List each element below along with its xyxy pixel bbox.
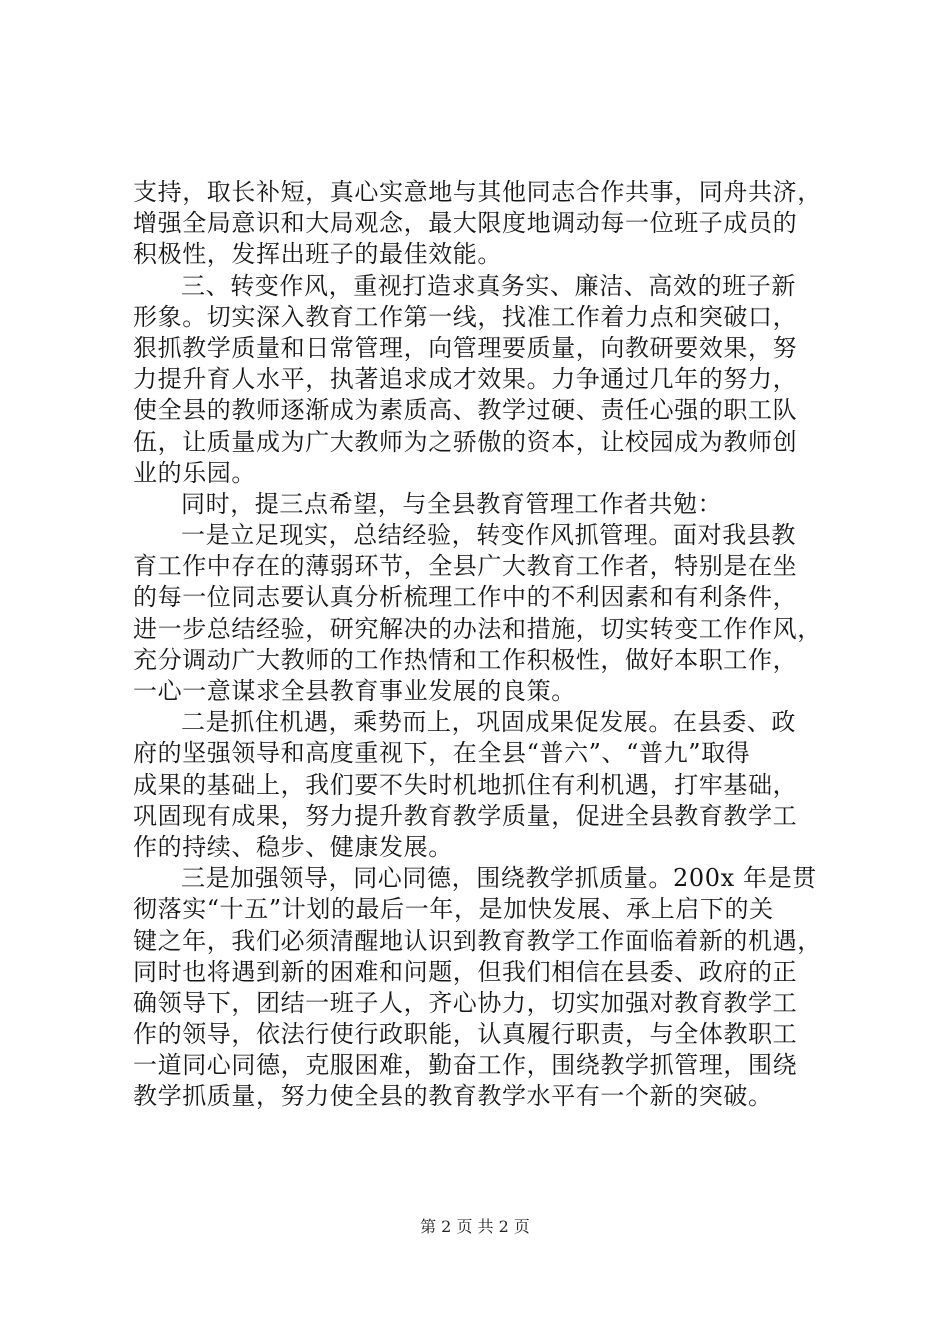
- text-line: 作的领导，依法行使行政职能，认真履行职责，与全体教职工: [133, 1020, 798, 1049]
- text-line: 教学抓质量，努力使全县的教育教学水平有一个新的突破。: [133, 1082, 773, 1111]
- document-body: [133, 177, 833, 1113]
- text-line: 二是抓住机遇，乘势而上，巩固成果促发展。在县委、政: [181, 708, 796, 737]
- text-line: 进一步总结经验，研究解决的办法和措施，切实转变工作作风，: [133, 614, 822, 643]
- text-line: 确领导下，团结一班子人，齐心协力，切实加强对教育教学工: [133, 988, 798, 1017]
- text-line: 形象。切实深入教育工作第一线，找准工作着力点和突破口，: [133, 302, 798, 331]
- text-line: 三、转变作风，重视打造求真务实、廉洁、高效的班子新: [181, 271, 796, 300]
- text-line: 狠抓教学质量和日常管理，向管理要质量，向教研要效果，努: [133, 333, 798, 362]
- text-line: 充分调动广大教师的工作热情和工作积极性，做好本职工作，: [133, 645, 798, 674]
- text-line: 使全县的教师逐渐成为素质高、教学过硬、责任心强的职工队: [133, 396, 798, 425]
- text-line: 巩固现有成果，努力提升教育教学质量，促进全县教育教学工: [133, 801, 798, 830]
- text-line: 一心一意谋求全县教育事业发展的良策。: [133, 677, 576, 705]
- text-line: 支持，取长补短，真心实意地与其他同志合作共事，同舟共济，: [133, 178, 822, 206]
- text-line: 府的坚强领导和高度重视下，在全县“普六”、“普九”取得: [133, 739, 751, 768]
- text-line: 一是立足现实，总结经验，转变作风抓管理。面对我县教: [181, 521, 796, 550]
- text-line: 育工作中存在的薄弱环节，全县广大教育工作者，特别是在坐: [133, 552, 798, 581]
- text-line: 一道同心同德，克服困难，勤奋工作，围绕教学抓管理，围绕: [133, 1051, 798, 1080]
- text-line: 键之年，我们必须清醒地认识到教育教学工作面临着新的机遇，: [133, 926, 822, 955]
- text-line: 积极性，发挥出班子的最佳效能。: [133, 240, 502, 269]
- text-line: 作的持续、稳步、健康发展。: [133, 832, 453, 861]
- text-line: 力提升育人水平，执著追求成才效果。力争通过几年的努力，: [133, 365, 798, 394]
- text-line: 同时，提三点希望，与全县教育管理工作者共勉：: [181, 489, 723, 518]
- text-line: 三是加强领导，同心同德，围绕教学抓质量。200x 年是贯: [181, 864, 817, 893]
- text-line: 成果的基础上，我们要不失时机地抓住有利机遇，打牢基础，: [133, 770, 798, 799]
- text-line: 彻落实“十五”计划的最后一年，是加快发展、承上启下的关: [133, 895, 774, 924]
- text-line: 伍，让质量成为广大教师为之骄傲的资本，让校园成为教师创: [133, 427, 798, 456]
- text-line: 的每一位同志要认真分析梳理工作中的不利因素和有利条件，: [133, 583, 798, 612]
- text-line: 业的乐园。: [133, 458, 256, 487]
- text-line: 增强全局意识和大局观念，最大限度地调动每一位班子成员的: [133, 209, 798, 238]
- text-line: 同时也将遇到新的困难和问题，但我们相信在县委、政府的正: [133, 957, 798, 986]
- page-footer: 第 2 页 共 2 页: [420, 1217, 530, 1236]
